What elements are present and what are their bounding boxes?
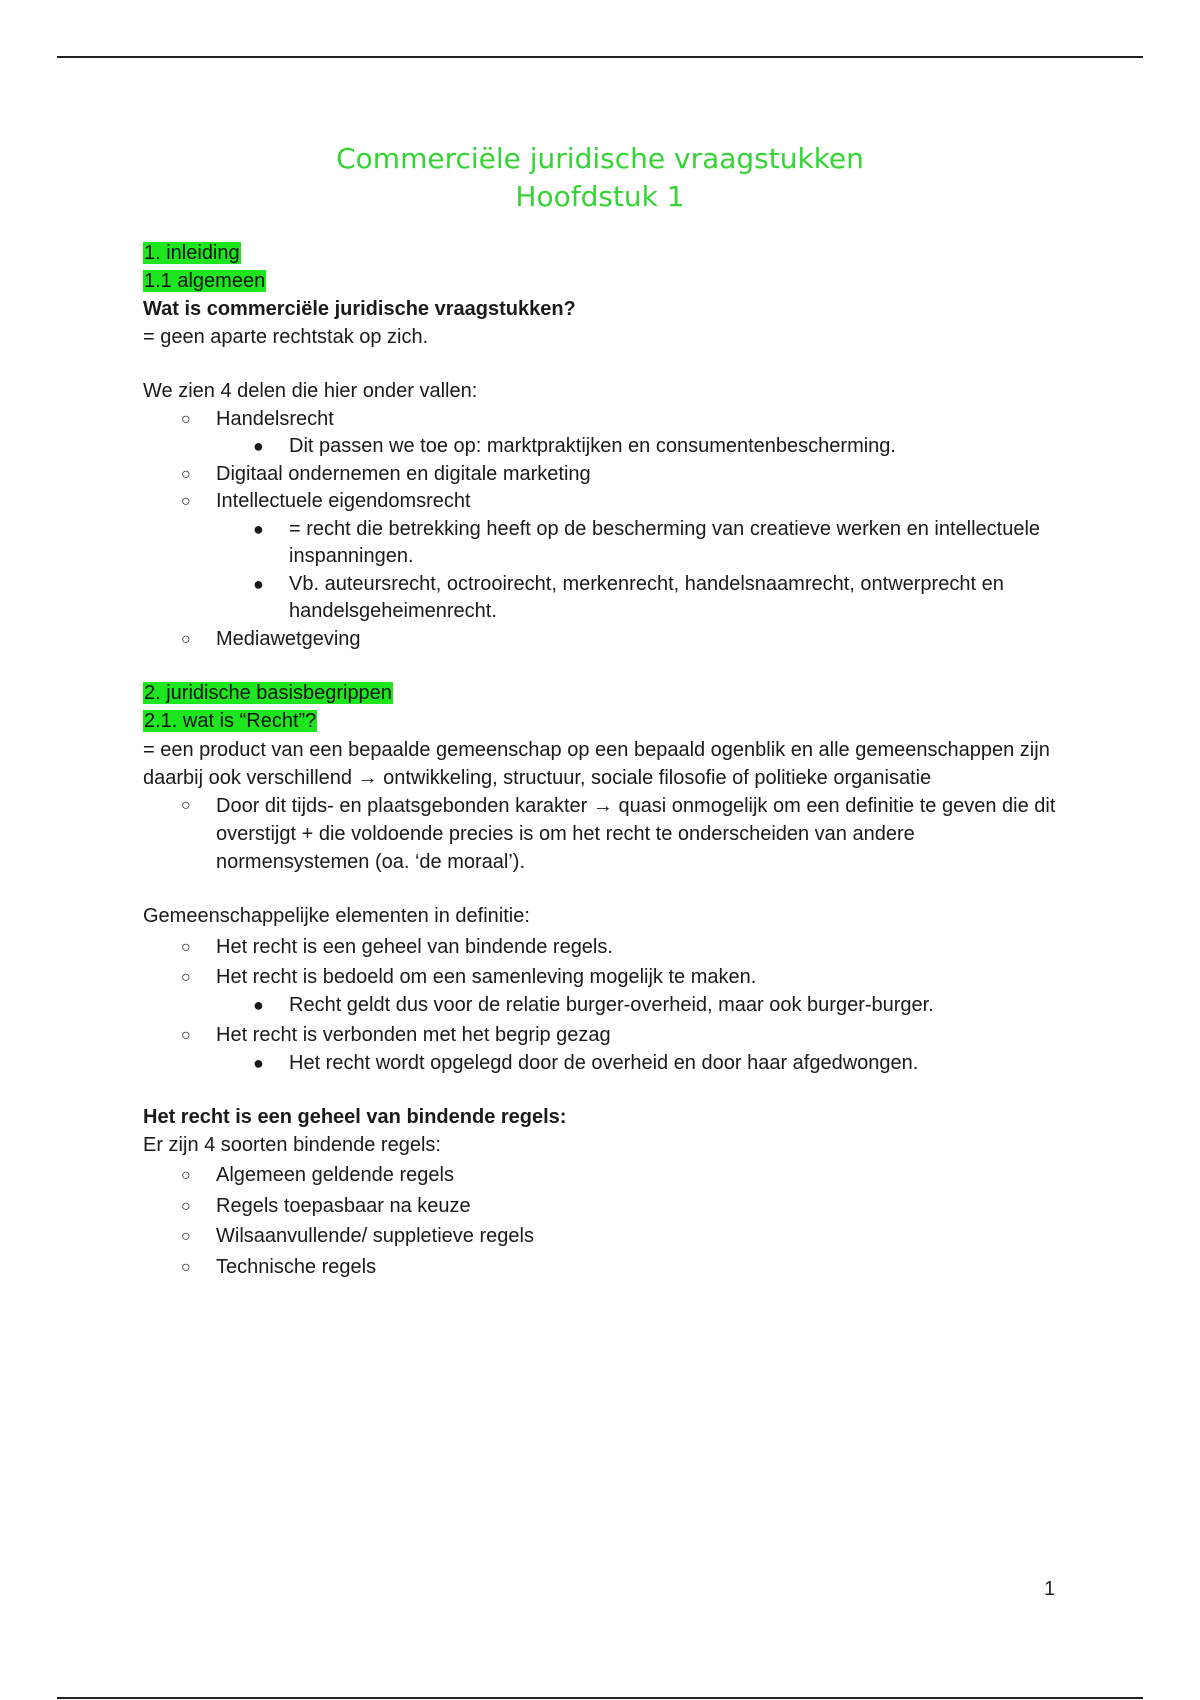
list-subitem: ● Het recht wordt opgelegd door de overheid en door haar afgedwongen. <box>143 1050 1063 1078</box>
list-item: ○ Algemeen geldende regels <box>143 1162 1063 1190</box>
page-number: 1 <box>1044 1578 1056 1600</box>
list-subitem: ● Dit passen we toe op: marktpraktijken en consumentenbescherming. <box>143 433 1063 461</box>
common-intro: Gemeenschappelijke elementen in definitie: <box>143 905 530 927</box>
circle-bullet-icon: ○ <box>181 797 191 814</box>
list-item: ○ Digitaal ondernemen en digitale marketing <box>143 461 1063 489</box>
definition-paragraph: = een product van een bepaalde gemeenschap op een bepaald ogenblik en alle gemeenschappen zijn daarbij ook verschillend → ontwikkeling, structuur, sociale filosofie of politieke organisatie <box>143 739 1050 789</box>
document-title <box>0 140 1200 216</box>
list-item: ○ Handelsrecht <box>143 406 1063 434</box>
circle-bullet-icon: ○ <box>181 969 191 986</box>
dot-bullet-icon: ● <box>253 436 264 456</box>
list-subitem: ● Recht geldt dus voor de relatie burger-overheid, maar ook burger-burger. <box>143 992 1063 1020</box>
circle-bullet-icon: ○ <box>181 1027 191 1044</box>
document-body <box>143 240 1063 1281</box>
intro-text: We zien 4 delen die hier onder vallen: <box>143 380 478 402</box>
circle-bullet-icon: ○ <box>181 1197 191 1215</box>
circle-bullet-icon: ○ <box>181 1167 191 1184</box>
bottom-rule <box>57 1697 1143 1699</box>
top-rule <box>57 56 1143 58</box>
dot-bullet-icon: ● <box>253 518 264 539</box>
section-2-heading: 2. juridische basisbegrippen <box>144 682 392 704</box>
title-line-1: Commerciële juridische vraagstukken <box>336 142 864 175</box>
list-item: ○ Het recht is verbonden met het begrip gezag <box>143 1022 1063 1050</box>
list-item: ○ Wilsaanvullende/ suppletieve regels <box>143 1223 1063 1251</box>
list-subitem: ● = recht die betrekking heeft op de bescherming van creatieve werken en intellectuele inspanningen. <box>253 517 1041 567</box>
dot-bullet-icon: ● <box>253 994 264 1015</box>
question-text: Wat is commerciële juridische vraagstukken? <box>143 298 576 320</box>
circle-bullet-icon: ○ <box>181 1228 191 1245</box>
rules-intro: Er zijn 4 soorten bindende regels: <box>143 1133 441 1156</box>
section-2-subheading: 2.1. wat is “Recht”? <box>144 710 317 732</box>
circle-bullet-icon: ○ <box>181 938 191 956</box>
list-item: ○ Door dit tijds- en plaatsgebonden karakter → quasi onmogelijk om een definitie te geven die dit overstijgt + die voldoende precies is om het recht te onderscheiden van andere normensystemen (oa. ‘de moraal’). <box>143 792 1063 876</box>
title-line-2: Hoofdstuk 1 <box>515 180 685 213</box>
circle-bullet-icon: ○ <box>181 410 191 428</box>
dot-bullet-icon: ● <box>253 1052 264 1073</box>
list-item: ○ Mediawetgeving <box>143 626 1063 654</box>
list-item: ○ Regels toepasbaar na keuze <box>143 1193 1063 1221</box>
circle-bullet-icon: ○ <box>181 1258 191 1276</box>
section-1-heading: 1. inleiding <box>144 242 240 264</box>
list-subitem: ● Vb. auteursrecht, octrooirecht, merkenrecht, handelsnaamrecht, ontwerprecht en handelsgeheimenrecht. <box>253 572 1004 622</box>
dot-bullet-icon: ● <box>253 573 264 594</box>
list-item: ○ Het recht is een geheel van bindende regels. <box>143 934 1063 962</box>
list-item: ○ Het recht is bedoeld om een samenleving mogelijk te maken. <box>143 964 1063 992</box>
rules-heading: Het recht is een geheel van bindende regels: <box>143 1106 567 1128</box>
circle-bullet-icon: ○ <box>181 493 191 510</box>
circle-bullet-icon: ○ <box>181 465 191 483</box>
answer-text: = geen aparte rechtstak op zich. <box>143 325 429 348</box>
circle-bullet-icon: ○ <box>181 630 191 648</box>
list-item: ○ Technische regels <box>143 1254 1063 1282</box>
list-item: ○ Intellectuele eigendomsrecht <box>143 488 1063 516</box>
section-1-subheading: 1.1 algemeen <box>144 270 266 292</box>
